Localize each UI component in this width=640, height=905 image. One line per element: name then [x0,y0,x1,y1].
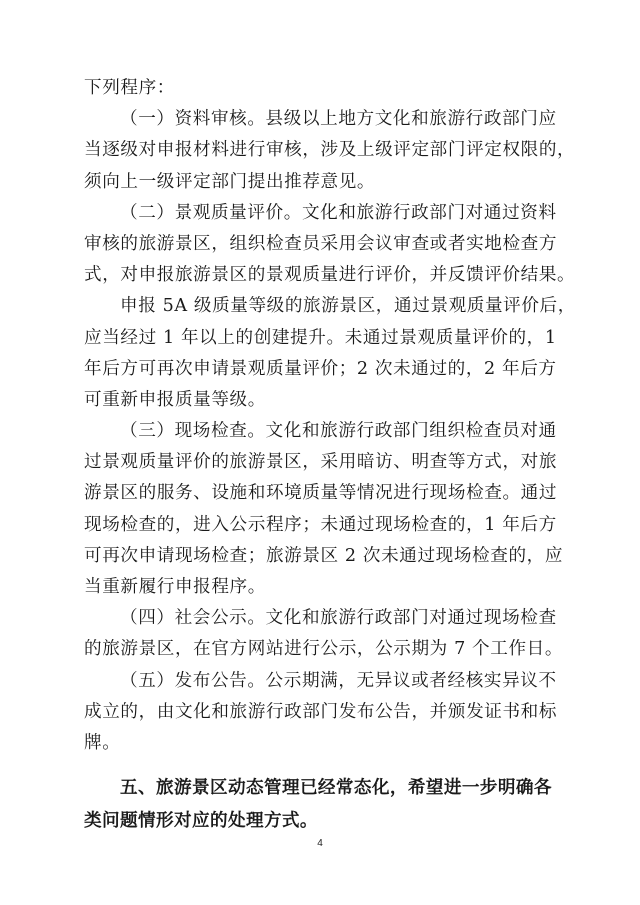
text-line: 审核的旅游景区，组织检查员采用会议审查或者实地检查方 [84,233,558,254]
text-line: 当逐级对申报材料进行审核，涉及上级评定部门评定权限的， [84,140,576,161]
heading-line: 类问题情形对应的处理方式。 [84,811,318,831]
section-heading [84,772,560,838]
text-line: 的旅游景区，在官方网站进行公示，公示期为 7 个工作日。 [84,639,564,660]
text-line: （三）现场检查。文化和旅游行政部门组织检查员对通 [120,421,557,442]
text-line: （四）社会公示。文化和旅游行政部门对通过现场检查 [120,608,557,629]
text-line: 游景区的服务、设施和环境质量等情况进行现场检查。通过 [84,483,558,504]
text-line: 式，对申报旅游景区的景观质量进行评价，并反馈评价结果。 [84,265,576,286]
page-number: 4 [317,838,323,849]
text-line: （五）发布公告。公示期满，无异议或者经核实异议不 [120,670,557,691]
text-line: 可重新申报质量等级。 [84,389,266,410]
text-line: 成立的，由文化和旅游行政部门发布公告，并颁发证书和标 [84,701,558,722]
text-line: 申报 5A 级质量等级的旅游景区，通过景观质量评价后， [120,296,576,317]
heading-line: 五、旅游景区动态管理已经常态化，希望进一步明确各 [120,778,552,798]
text-line: 现场检查的，进入公示程序；未通过现场检查的，1 年后方 [84,514,557,535]
text-line: 牌。 [84,732,121,753]
text-line: （二）景观质量评价。文化和旅游行政部门对通过资料 [120,202,557,223]
body-text [84,73,576,759]
text-line: 过景观质量评价的旅游景区，采用暗访、明查等方式，对旅 [84,452,558,473]
text-line: 当重新履行申报程序。 [84,577,266,597]
text-line: 应当经过 1 年以上的创建提升。未通过景观质量评价的，1 [84,327,557,348]
text-line: 年后方可再次申请景观质量评价；2 次未通过的，2 年后方 [84,358,557,379]
text-line: 下列程序： [84,78,175,98]
text-line: （一）资料审核。县级以上地方文化和旅游行政部门应 [120,109,557,130]
text-line: 须向上一级评定部门提出推荐意见。 [84,171,376,192]
text-line: 可再次申请现场检查；旅游景区 2 次未通过现场检查的，应 [84,545,564,566]
